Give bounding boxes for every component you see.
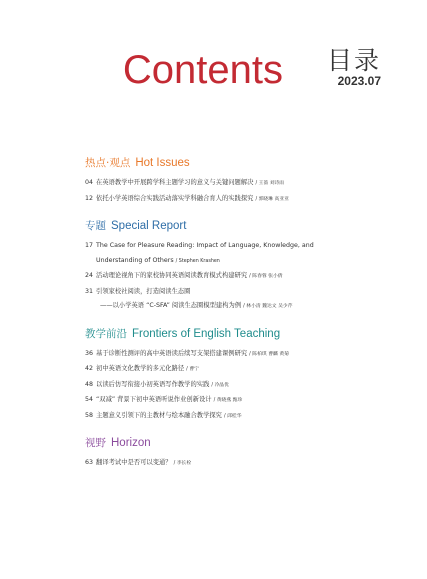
article-author: / 林小清 魏达文 吴少芹: [243, 304, 293, 309]
section-title-en: Special Report: [111, 220, 187, 232]
article-title: 引领家校社阅读，打造阅读生态圈: [96, 287, 191, 295]
section-title: [85, 156, 385, 170]
article-title: 主题意义引领下的主教材与绘本融合教学探究: [96, 411, 222, 419]
article-title: 以读后仿写衔接小初英语写作教学的实践: [96, 380, 210, 388]
article-author: / 曹宁: [186, 367, 199, 372]
page-number: 48: [85, 380, 94, 388]
section-frontiers: [85, 327, 385, 425]
article-author: / 黄晓燕 甄珍: [213, 398, 243, 403]
page-number: 17: [85, 242, 94, 249]
page-number: 12: [85, 194, 94, 202]
page-number: 31: [85, 287, 94, 295]
page-number: 24: [85, 272, 94, 279]
page-number: 54: [85, 396, 94, 403]
table-of-contents: [85, 156, 385, 484]
section-special-report: [85, 219, 385, 315]
article-title: 依托小学英语综合实践活动落实学科融合育人的实践探究: [96, 194, 254, 202]
page-number: 58: [85, 411, 94, 419]
toc-entry[interactable]: [85, 362, 385, 378]
toc-entry-continuation[interactable]: [85, 254, 385, 270]
contents-title: Contents: [122, 48, 283, 92]
section-hot-issues: [85, 156, 385, 207]
section-title-en: Hot Issues: [135, 157, 190, 169]
section-title-en: Frontiers of English Teaching: [132, 327, 281, 340]
toc-entry[interactable]: [85, 456, 385, 472]
article-author: / 李长栓: [173, 461, 192, 466]
section-title-cn: 视野: [85, 437, 106, 449]
toc-entry[interactable]: [85, 393, 385, 409]
article-title: 活动理论视角下的家校协同英语阅读教育模式构建研究: [96, 272, 248, 279]
article-title: 在英语教学中开展跨学科主题学习的意义与关键问题解决: [96, 179, 254, 186]
section-horizon: [85, 436, 385, 472]
section-title: [85, 327, 385, 341]
article-title: Understanding of Others: [96, 256, 174, 264]
toc-entry[interactable]: [85, 285, 385, 300]
article-title: 翻译考试中是否可以变通？: [96, 459, 172, 466]
article-subtitle: ——以小学英语 “C-SFA” 阅读生态圈模型建构为例: [100, 302, 242, 309]
mulu-title: 目录: [326, 46, 381, 75]
section-title-cn: 专题: [85, 220, 106, 232]
toc-entry[interactable]: [85, 176, 385, 192]
page-number: 04: [85, 179, 94, 186]
section-title-cn: 教学前沿: [85, 327, 127, 340]
section-title: [85, 436, 385, 450]
toc-entry[interactable]: [85, 347, 385, 363]
section-title-cn: 热点·观点: [85, 157, 131, 169]
article-author: / 陈春蓉 张小倩: [249, 274, 283, 279]
toc-entry[interactable]: [85, 378, 385, 394]
toc-entry[interactable]: [85, 269, 385, 285]
article-author: / 陈柏琪 曹麟 黄菊: [249, 351, 289, 357]
article-author: / 冷晶优: [211, 382, 229, 388]
section-title: [85, 219, 385, 233]
toc-entry[interactable]: [85, 409, 385, 425]
article-author: / Stephen Krashen: [175, 258, 220, 264]
article-title: The Case for Pleasure Reading: Impact of Language, Knowledge, and: [96, 242, 314, 249]
toc-entry-subtitle[interactable]: [85, 299, 385, 315]
section-title-en: Horizon: [111, 437, 151, 449]
toc-entry[interactable]: [85, 239, 385, 254]
page-number: 63: [85, 459, 94, 466]
page-number: 42: [85, 365, 94, 372]
article-title: “双减” 背景下初中英语听说作业创新设计: [96, 396, 212, 403]
page-number: 36: [85, 349, 94, 357]
issue-date: 2023.07: [337, 74, 381, 88]
masthead: [81, 42, 381, 90]
article-title: 初中英语文化教学的多元化路径: [96, 365, 185, 372]
toc-entry[interactable]: [85, 192, 385, 208]
article-author: / 郭晓琳 高亚亚: [255, 196, 289, 202]
article-author: / 王蔷 刘诗雨: [255, 181, 285, 186]
article-author: / 邱桂华: [223, 413, 242, 419]
article-title: 基于诊断性测评的高中英语读后续写支架搭建课例研究: [96, 349, 248, 357]
